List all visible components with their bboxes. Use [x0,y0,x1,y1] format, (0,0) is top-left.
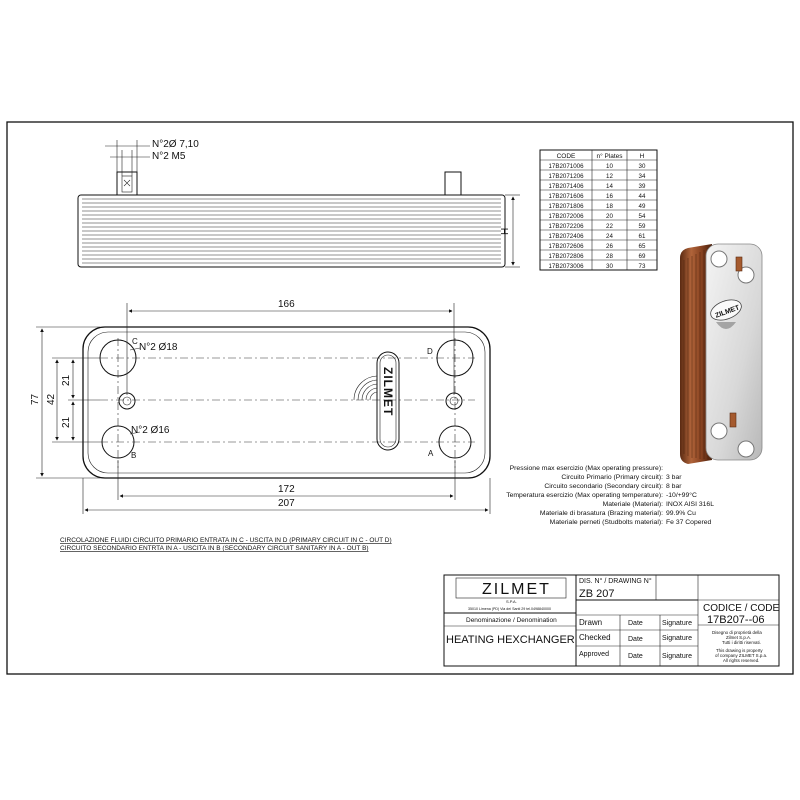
code-table-cell: 16 [606,193,613,200]
port-d-label: D [427,347,433,356]
property-note-it-3: Tutti i diritti riservati. [722,640,761,645]
company-address: 35010 Limena (PD) Via dei Santi 29 tel.0498840000 [468,607,552,611]
code-table-cell: 44 [638,193,646,200]
code-table-cell: 17B2071006 [548,163,584,170]
drawn-signature-label: Signature [662,620,692,627]
hole-diameter-label: N°2Ø 7,10 [152,139,199,150]
approved-signature-label: Signature [662,653,692,660]
code-table-cell: 73 [638,263,646,270]
spec-value: INOX AISI 316L [666,501,714,508]
photo-brand-logo: ZILMET [714,304,741,320]
front-view-plate-inner [88,332,485,473]
code-table-cell: 54 [638,213,646,220]
code-table-cell: 20 [606,213,613,220]
checked-signature-label: Signature [662,635,692,642]
spec-value: 8 bar [666,483,682,490]
code-table-cell: 17B2071406 [548,183,584,190]
front-view [30,299,490,514]
code-table-cell: 17B2072606 [548,243,584,250]
checked-date-label: Date [628,636,643,643]
product-photo [680,244,762,464]
code-table-header: n° Plates [596,153,623,160]
note-primary-circuit: CIRCOLAZIONE FLUIDI CIRCUITO PRIMARIO ENTRATA IN C - USCITA IN D (PRIMARY CIRCUIT IN C - OUT D) [60,537,392,544]
note-secondary-circuit: CIRCUITO SECONDARIO ENTRTA IN A - USCITA IN B (SECONDARY CIRCUIT SANITARY IN A - OUT B) [60,545,369,552]
port-a-label: A [428,449,434,458]
code-table-cell: 24 [606,233,613,240]
code-table-cell: 17B2072806 [548,253,584,260]
spec-label: Temperatura esercizio (Max operating temperature): [506,492,663,499]
spec-label: Circuito secondario (Secondary circuit): [544,483,663,490]
spec-value: Fe 37 Copered [666,519,712,526]
spec-label: Pressione max esercizio (Max operating pressure): [509,465,663,472]
brand-badge-text: ZILMET [381,367,395,417]
property-note-en-2: of company ZILMET S.p.a. [715,653,768,658]
code-table-cell: 49 [638,203,646,210]
brand-badge [354,352,399,450]
code-table-cell: 34 [638,173,646,180]
circulation-notes [60,537,392,552]
code-table-cell: 39 [638,183,646,190]
code-table-cell: 17B2072206 [548,223,584,230]
code-table-cell: 17B2071806 [548,203,584,210]
dimension-207: 207 [278,498,295,509]
code-table-cell: 14 [606,183,613,190]
dimension-21-lower: 21 [61,416,72,428]
height-dimension-label: H [500,227,511,235]
port-c-label: C [132,337,138,346]
dimension-21-upper: 21 [61,374,72,386]
title-block [444,575,779,666]
code-table-cell: 65 [638,243,646,250]
dimension-172: 172 [278,484,295,495]
title-logo: ZILMET [482,581,551,598]
title-logo-sub: S.P.A. [506,599,517,604]
right-stud-bolt [446,393,462,409]
drawing-number: ZB 207 [579,588,615,600]
property-note-en-1: This drawing is property [716,648,763,653]
dimension-77: 77 [30,393,41,405]
approved-label: Approved [579,651,609,658]
code-table-header: CODE [556,153,576,160]
code-table-cell: 26 [606,243,613,250]
spec-label: Materiale di brasatura (Brazing material): [539,510,663,517]
left-stud-bolt [119,393,135,409]
spec-value: 99.9% Cu [666,510,696,517]
code-table-cell: 17B2072006 [548,213,584,220]
code-table-cell: 10 [606,163,613,170]
code-table-cell: 18 [606,203,613,210]
dimension-42: 42 [46,393,57,405]
spec-value: -10/+99°C [666,492,697,499]
property-note-en-3: All rights reserved. [723,658,760,663]
spec-label: Materiale perneti (Studbolts material): [549,519,663,526]
checked-label: Checked [579,633,611,642]
code-table-cell: 17B2072406 [548,233,584,240]
port-b-label: B [131,451,137,460]
approved-date-label: Date [628,653,643,660]
denomination-value: HEATING HEXCHANGER [446,634,575,646]
small-port-callout: N°2 Ø16 [131,425,170,436]
code-table-cell: 17B2071606 [548,193,584,200]
codice-value: 17B207--06 [707,614,765,626]
code-table-cell: 17B2073006 [548,263,584,270]
spec-label: Circuito Primario (Primary circuit): [561,474,663,481]
code-table-cell: 61 [638,233,646,240]
drawn-date-label: Date [628,620,643,627]
code-table [540,150,657,270]
code-table-cell: 12 [606,173,613,180]
sheet-frame [7,122,793,674]
left-stud [117,172,137,195]
specifications-block [506,465,714,526]
code-table-cell: 59 [638,223,646,230]
codice-label: CODICE / CODE [703,603,780,614]
drawn-label: Drawn [579,618,603,627]
right-stud [445,172,461,195]
large-port-callout: N°2 Ø18 [139,342,178,353]
dimension-166: 166 [278,299,295,310]
drawing-number-label: DIS. N° / DRAWING N° [579,578,652,585]
thread-label: N°2 M5 [152,151,186,162]
code-table-cell: 30 [606,263,613,270]
code-table-cell: 22 [606,223,613,230]
code-table-cell: 17B2071206 [548,173,584,180]
property-note-it-1: Disegno di proprietà della [712,630,762,635]
code-table-cell: 30 [638,163,646,170]
code-table-cell: 69 [638,253,646,260]
code-table-header: H [639,153,645,160]
code-table-cell: 28 [606,253,613,260]
property-note-it-2: Zilmet S.p.A. [726,635,752,640]
spec-value: 3 bar [666,474,682,481]
top-view [78,139,520,267]
spec-label: Materiale (Material): [602,501,663,508]
denomination-label: Denominazione / Denomination [466,617,557,624]
